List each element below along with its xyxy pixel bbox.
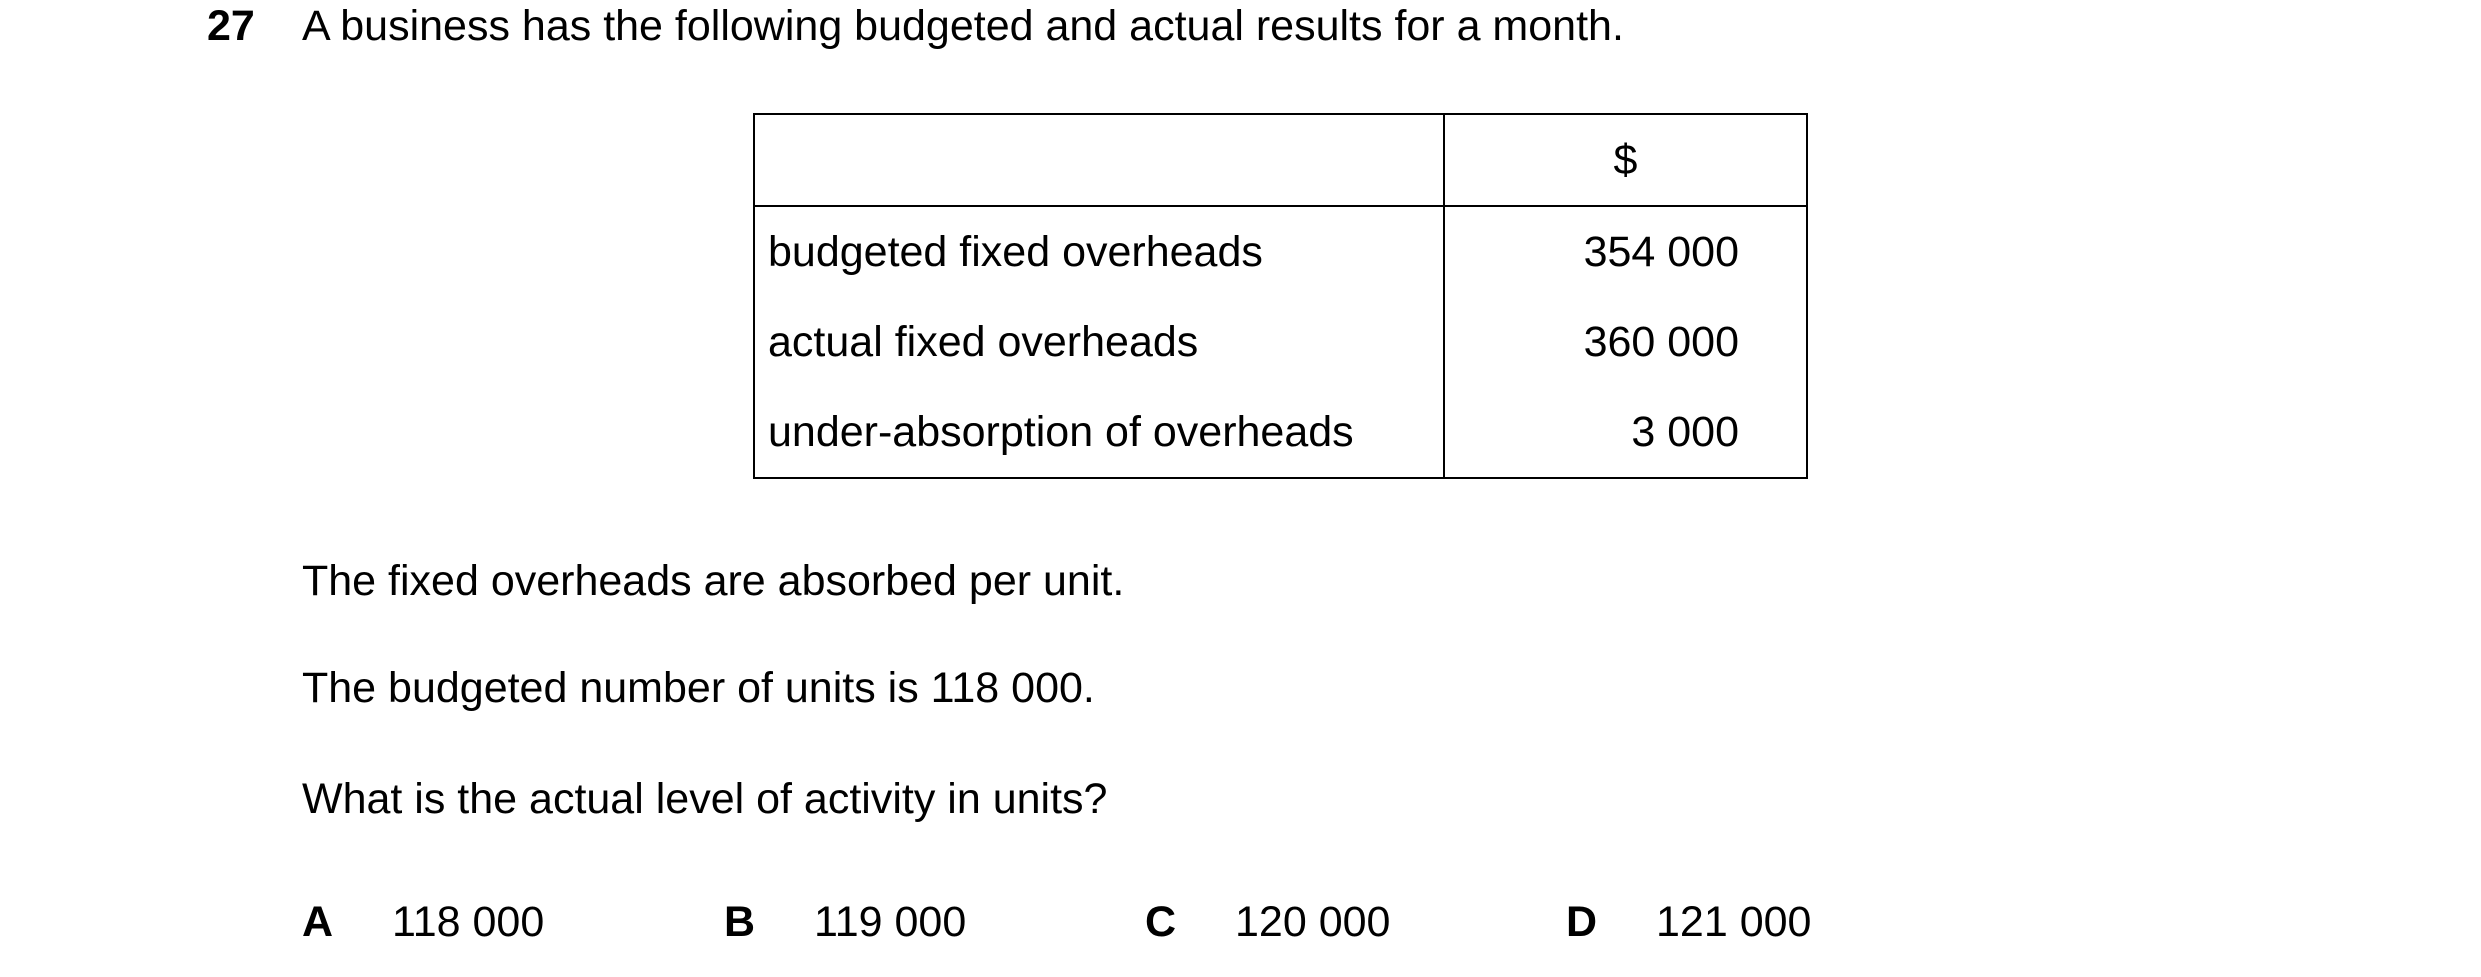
option-letter: A (302, 898, 334, 946)
row-value: 360 000 (1444, 297, 1807, 387)
table-header-blank (754, 114, 1444, 206)
currency-header: $ (1444, 114, 1807, 206)
table-header-row (754, 114, 1807, 206)
question-stem: A business has the following budgeted and actual results for a month. (302, 2, 1624, 50)
row-value: 354 000 (1444, 206, 1807, 297)
row-label: under-absorption of overheads (754, 387, 1444, 478)
row-value: 3 000 (1444, 387, 1807, 478)
row-label: actual fixed overheads (754, 297, 1444, 387)
option-a[interactable] (302, 896, 544, 948)
option-value: 121 000 (1656, 898, 1812, 946)
table-row (754, 387, 1807, 478)
table-row (754, 206, 1807, 297)
option-value: 120 000 (1235, 898, 1391, 946)
overheads-table (753, 113, 1808, 479)
paragraph-absorption: The fixed overheads are absorbed per unit. (302, 557, 1125, 605)
row-label: budgeted fixed overheads (754, 206, 1444, 297)
option-value: 119 000 (814, 898, 967, 946)
option-c[interactable] (1145, 896, 1390, 948)
paragraph-question: What is the actual level of activity in units? (302, 775, 1108, 823)
option-b[interactable] (724, 896, 966, 948)
paragraph-budgeted-units: The budgeted number of units is 118 000. (302, 664, 1095, 712)
option-value: 118 000 (392, 898, 545, 946)
option-letter: B (724, 898, 756, 946)
table-row (754, 297, 1807, 387)
option-letter: C (1145, 898, 1177, 946)
option-letter: D (1566, 898, 1598, 946)
option-d[interactable] (1566, 896, 1811, 948)
question-number: 27 (207, 2, 255, 50)
